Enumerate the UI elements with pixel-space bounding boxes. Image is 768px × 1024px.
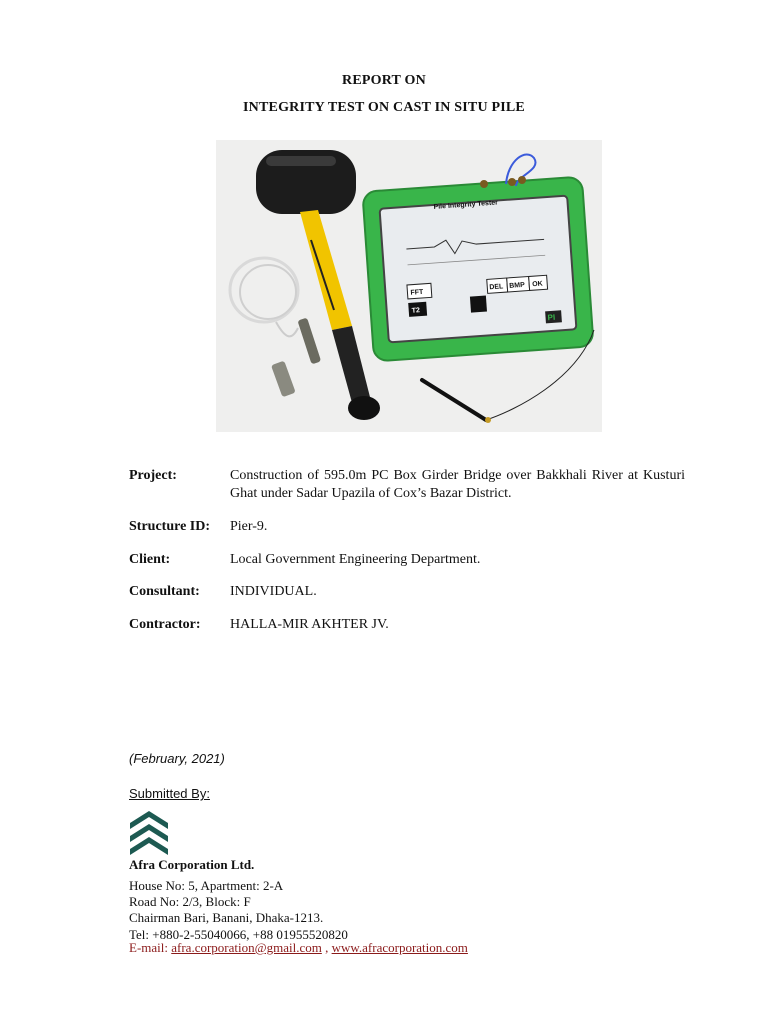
submitted-by-label: Submitted By:: [129, 786, 210, 801]
address-line-2: Road No: 2/3, Block: F: [129, 894, 251, 909]
detail-label: Structure ID:: [129, 519, 211, 534]
email-prefix: E-mail:: [129, 940, 172, 955]
company-name: Afra Corporation Ltd.: [129, 857, 255, 872]
fft-key: FFT: [410, 288, 424, 297]
company-logo-icon: [130, 811, 168, 855]
bmp-key: BMP: [509, 281, 526, 290]
address-line-3: Chairman Bari, Banani, Dhaka-1213.: [129, 910, 324, 925]
device-label: Pile Integrity Tester: [433, 199, 499, 211]
pile-integrity-tester-photo: [216, 140, 602, 432]
contact-line: [129, 940, 468, 956]
detail-value: HALLA-MIR AKHTER JV.: [230, 617, 389, 632]
report-title-line1: REPORT ON: [342, 73, 426, 88]
detail-label: Contractor:: [129, 617, 201, 632]
email-link[interactable]: afra.corporation@gmail.com: [171, 940, 322, 955]
report-title-line2: INTEGRITY TEST ON CAST IN SITU PILE: [243, 100, 525, 115]
detail-label: Consultant:: [129, 584, 200, 599]
t2-badge: T2: [411, 307, 421, 315]
detail-value: Pier-9.: [230, 519, 268, 534]
brand-mark: PI: [547, 312, 556, 323]
detail-value: INDIVIDUAL.: [230, 584, 317, 599]
detail-label: Client:: [129, 552, 171, 567]
detail-value: Construction of 595.0m PC Box Girder Bridge over Bakkhali River at Kusturi Ghat under Sadar Upazila of Cox’s Bazar District.: [230, 468, 685, 501]
del-key: DEL: [489, 283, 504, 292]
telephone-line: Tel: +880-2-55040066, +88 01955520820: [129, 927, 348, 942]
report-date: (February, 2021): [129, 751, 225, 766]
contact-separator: ,: [321, 940, 332, 955]
website-link[interactable]: www.afracorporation.com: [331, 940, 468, 955]
detail-value: Local Government Engineering Department.: [230, 552, 481, 567]
detail-label: Project:: [129, 468, 177, 483]
ok-key: OK: [531, 280, 543, 289]
address-line-1: House No: 5, Apartment: 2-A: [129, 878, 284, 893]
